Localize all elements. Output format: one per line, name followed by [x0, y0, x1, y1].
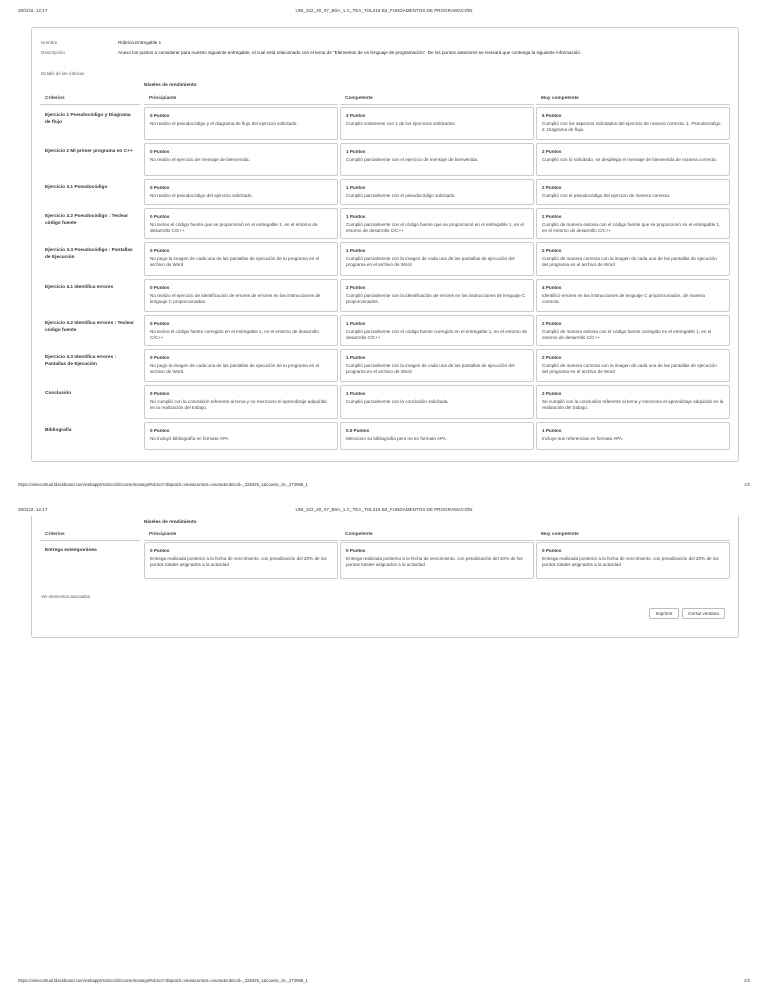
- cell-points: 0.5 Puntos: [346, 428, 370, 433]
- print-url: https://unitecvirtual.blackboard.com/webapps/rubric/do/course/manageRubrics?dispatch=view&context=course&rubricId=_328329_1&course_id=_272968_1: [18, 482, 308, 487]
- cell-description: No realizo el ejercicio de mensaje de bienvenida.: [150, 157, 250, 163]
- rubric-cell: [144, 385, 338, 419]
- cell-points: 4 Puntos: [542, 285, 562, 290]
- rubric-cell: [536, 179, 730, 205]
- header-muy-competente: Muy competente: [536, 530, 730, 541]
- rubric-cell: [144, 107, 338, 140]
- details-label: Detalle de las rúbricas: [41, 71, 85, 76]
- close-window-button[interactable]: Cerrar ventana: [682, 608, 725, 619]
- cell-description: Cumplió parcialmente con el código fuente que se proporcionó en el entregable 1, en el entorno de desarrollo C/C++: [346, 222, 524, 234]
- levels-label: Niveles de rendimiento: [144, 520, 197, 525]
- view-associated-link[interactable]: Ver elementos asociados: [41, 594, 91, 599]
- cell-description: Cumplió de manera exitosa con el código fuente que se proporcionó en el entregable 1, en el entorno de desarrollo C/C++: [542, 222, 721, 234]
- cell-points: 1 Puntos: [346, 149, 366, 154]
- cell-description: No pego la imagen de cada una de las pantallas de ejecución de tu programa en el archivo de Word: [150, 363, 320, 375]
- page-footer: [18, 978, 750, 986]
- cell-description: Cumplió parcialmente con el ejercicio de mensaje de bienvenida.: [346, 157, 479, 163]
- criterion-label: Ejercicio 1 Pseudocódigo y Diagrama de flujo: [45, 113, 131, 125]
- rubric-cell: [536, 107, 730, 140]
- cell-description: No realizo el ejercicio de identificación de errores de errores en las instrucciones de lenguaje C proporcionadas.: [150, 293, 321, 305]
- cell-description: Cumplió de manera exitosa con el código fuente corregido en el entregable 1, en el entorno de desarrollo C/C++: [542, 329, 712, 341]
- rubric-cell: [340, 107, 534, 140]
- cell-description: Identificó errores en las instrucciones de lenguaje C proporcionados, de manera correcta.: [542, 293, 705, 305]
- print-button[interactable]: Imprimir: [649, 608, 679, 619]
- criterion-label: Ejercicio 4.3 Identifica errores : Pantallas de Ejecución: [45, 355, 117, 367]
- cell-points: 0 Puntos: [150, 391, 170, 396]
- rubric-row: [40, 315, 731, 346]
- cell-points: 0 Puntos: [150, 321, 170, 326]
- criterion-label: Ejercicio 3.3 Pseudocódigo : Pantallas de Ejecución: [45, 248, 133, 260]
- header-competente: Competente: [340, 94, 534, 105]
- cell-points: 2 Puntos: [542, 185, 562, 190]
- cell-description: Cumplió de manera correcta con la imagen de cada una de las pantallas de ejecución del programa en el archivo de Word: [542, 363, 717, 375]
- cell-description: Cumplió parcialmente con el código fuente corregido en el entregable 1, en el entorno de desarrollo C/C++: [346, 329, 528, 341]
- cell-points: 2 Puntos: [542, 149, 562, 154]
- header-principiante: Principiante: [144, 530, 338, 541]
- cell-points: 2 Puntos: [542, 214, 562, 219]
- page-footer: [18, 482, 750, 490]
- cell-points: 0 Puntos: [542, 548, 562, 553]
- rubric-cell: [340, 179, 534, 205]
- print-title: UNI_222_40_07_B0A_1.C_TEA_TOL316 B2_FUNDAMENTOS DE PROGRAMACIÓN: [295, 8, 473, 13]
- cell-description: Incluyo sus referencias en formato APA.: [542, 436, 624, 442]
- rubric-panel-continued: [31, 516, 739, 638]
- rubric-cell: [536, 422, 730, 450]
- cell-description: Entrega realizada posterior a la fecha de vencimiento, con penalización del 20% de los puntos totales asignados a la actividad: [150, 556, 327, 568]
- header-criterios: Criterios: [40, 94, 140, 105]
- rubric-name: [41, 40, 731, 47]
- cell-description: Cumplió parcialmente con la identificación de errores en las instrucciones de lenguaje C proporcionados.: [346, 293, 526, 305]
- rubric-cell: [144, 242, 338, 276]
- cell-points: 1 Puntos: [542, 428, 562, 433]
- cell-points: 0 Puntos: [150, 285, 170, 290]
- cell-description: Cumplió parcialmente con el pseudocódigo solicitado.: [346, 193, 456, 199]
- rubric-cell: [536, 315, 730, 346]
- cell-points: 1 Puntos: [346, 214, 366, 219]
- print-date: 28/2/22, 12:17: [18, 8, 48, 13]
- rubric-cell: [144, 542, 338, 579]
- cell-description: Menciono su bibliografía pero no en formato APA.: [346, 436, 448, 442]
- rubric-cell: [144, 179, 338, 205]
- cell-description: Cumplió parcialmente con la imagen de cada una de las pantallas de ejecución del programa en el archivo de Word: [346, 256, 515, 268]
- header-competente: Competente: [340, 530, 534, 541]
- cell-points: 1 Puntos: [346, 321, 366, 326]
- rubric-row: [40, 422, 731, 450]
- criterion-label: Entrega extemporánea: [45, 548, 97, 553]
- cell-points: 2 Puntos: [542, 248, 562, 253]
- cell-points: 0 Puntos: [150, 248, 170, 253]
- rubric-row: [40, 179, 731, 205]
- rubric-cell: [144, 279, 338, 312]
- criterion-label: Ejercicio 3.1 Pseudocódigo: [45, 185, 108, 190]
- name-value: Rúbrica Entregable 1: [118, 40, 162, 45]
- description-value: Anexo los puntos a considerar para nuestro siguiente entregable, el cual está relacionado con el tema de "Elementos de un lenguaje de programación". De los puntos anteriores se revisará que contenga la siguiente información.: [118, 50, 582, 55]
- cell-description: No realizo el pseudocódigo y el diagrama de flujo del ejercicio solicitado.: [150, 121, 298, 127]
- rubric-description: [41, 50, 731, 64]
- cell-points: 0 Puntos: [150, 113, 170, 118]
- rubric-panel: [31, 27, 739, 462]
- rubric-cell: [340, 208, 534, 239]
- page-number: 2/2: [744, 978, 750, 983]
- rubric-row: [40, 143, 731, 176]
- rubric-cell: [340, 349, 534, 382]
- name-label: Nombre: [41, 40, 58, 45]
- rubric-cell: [340, 279, 534, 312]
- cell-description: Cumplió solamente con 1 de los ejercicios solicitados.: [346, 121, 456, 127]
- rubric-cell: [144, 208, 338, 239]
- cell-description: Se cumplió con la conclusión referente al tema y menciono el aprendizaje adquirido en la realización del trabajo.: [542, 399, 724, 411]
- cell-points: 0 Puntos: [150, 149, 170, 154]
- cell-description: Cumplió con el pseudocódigo del ejercicio de manera correcta.: [542, 193, 671, 199]
- cell-points: 0 Puntos: [150, 428, 170, 433]
- rubric-cell: [340, 143, 534, 176]
- rubric-cell: [536, 242, 730, 276]
- cell-description: Cumplió parcialmente con la imagen de cada una de las pantallas de ejecución del programa en el archivo de Word: [346, 363, 515, 375]
- cell-description: No tecleo el código fuente corregido en el entregable 1, en el entorno de desarrollo C/C++: [150, 329, 319, 341]
- cell-description: No tecleo el código fuente que se proporcionó en el entregable 1, en el entorno de desarrollo C/C++: [150, 222, 318, 234]
- cell-points: 2 Puntos: [346, 285, 366, 290]
- rubric-cell: [536, 279, 730, 312]
- cell-points: 3 Puntos: [346, 113, 366, 118]
- cell-points: 1 Puntos: [346, 248, 366, 253]
- header-muy-competente: Muy competente: [536, 94, 730, 105]
- cell-description: Cumplió con los aspectos solicitados del ejercicio de manera correcta. 1. Pseudocódigo 2. Diagrama de flujo.: [542, 121, 721, 133]
- rubric-cell: [340, 385, 534, 419]
- page-header: [18, 8, 750, 18]
- cell-points: 0 Puntos: [346, 548, 366, 553]
- header-criterios: Criterios: [40, 530, 140, 541]
- rubric-cell: [536, 143, 730, 176]
- criterion-label: Ejercicio 4.1 Identifica errores: [45, 285, 114, 290]
- rubric-row: [40, 107, 731, 140]
- rubric-cell: [144, 315, 338, 346]
- cell-points: 6 Puntos: [542, 113, 562, 118]
- rubric-cell: [340, 542, 534, 579]
- print-date: 28/2/22, 12:17: [18, 507, 48, 512]
- cell-points: 0 Puntos: [150, 355, 170, 360]
- criterion-label: Ejercicio 2 Mi primer programa en C++: [45, 149, 133, 154]
- print-title: UNI_222_40_07_B0A_1.C_TEA_TOL316 B2_FUNDAMENTOS DE PROGRAMACIÓN: [295, 507, 473, 512]
- print-url: https://unitecvirtual.blackboard.com/webapps/rubric/do/course/manageRubrics?dispatch=view&context=course&rubricId=_328329_1&course_id=_272968_1: [18, 978, 308, 983]
- cell-description: Entrega realizada posterior a la fecha de vencimiento, con penalización del 20% de los puntos totales asignados a la actividad: [542, 556, 719, 568]
- rubric-cell: [340, 422, 534, 450]
- cell-description: No pego la imagen de cada una de las pantallas de ejecución de tu programa en el archivo de Word: [150, 256, 320, 268]
- rubric-cell: [536, 542, 730, 579]
- rubric-cell: [144, 143, 338, 176]
- rubric-row: [40, 542, 731, 579]
- cell-description: Entrega realizada posterior a la fecha de vencimiento, con penalización del 20% de los puntos totales asignados a la actividad: [346, 556, 523, 568]
- cell-description: Cumplió parcialmente con la conclusión solicitada.: [346, 399, 449, 405]
- page-number: 1/2: [744, 482, 750, 487]
- rubric-row: [40, 349, 731, 382]
- cell-description: Cumplió de manera correcta con la imagen de cada una de las pantallas de ejecución del programa en el archivo de Word: [542, 256, 717, 268]
- header-principiante: Principiante: [144, 94, 338, 105]
- cell-points: 0 Puntos: [150, 548, 170, 553]
- criterion-label: Ejercicio 3.2 Pseudocódigo : Teclear código fuente: [45, 214, 129, 226]
- levels-label: Niveles de rendimiento: [144, 83, 197, 88]
- cell-description: No incluyó bibliografía en formato APA: [150, 436, 229, 442]
- cell-points: 1 Puntos: [346, 185, 366, 190]
- rubric-cell: [144, 422, 338, 450]
- cell-points: 2 Puntos: [542, 355, 562, 360]
- cell-points: 0 Puntos: [150, 214, 170, 219]
- criterion-label: Ejercicio 4.2 Identifica errores : Teclear código fuente: [45, 321, 134, 333]
- rubric-cell: [340, 315, 534, 346]
- rubric-row: [40, 242, 731, 276]
- cell-description: No realizo el pseudocódigo del ejercicio solicitado.: [150, 193, 253, 199]
- rubric-row: [40, 279, 731, 312]
- cell-description: Cumplió con lo solicitado, se despliega el mensaje de bienvenida de manera correcta.: [542, 157, 717, 163]
- cell-points: 0 Puntos: [150, 185, 170, 190]
- cell-points: 2 Puntos: [542, 391, 562, 396]
- cell-points: 2 Puntos: [542, 321, 562, 326]
- rubric-row: [40, 385, 731, 419]
- cell-description: No cumplió con la conclusión referente al tema y no menciono el aprendizaje adquirido en la realización del trabajo.: [150, 399, 327, 411]
- cell-points: 1 Puntos: [346, 355, 366, 360]
- rubric-cell: [536, 385, 730, 419]
- cell-points: 1 Puntos: [346, 391, 366, 396]
- criterion-label: Bibliografía: [45, 428, 72, 433]
- rubric-row: [40, 208, 731, 239]
- rubric-cell: [144, 349, 338, 382]
- criterion-label: Conclusión: [45, 391, 72, 396]
- rubric-cell: [340, 242, 534, 276]
- description-label: Descripción: [41, 50, 65, 55]
- rubric-cell: [536, 208, 730, 239]
- rubric-cell: [536, 349, 730, 382]
